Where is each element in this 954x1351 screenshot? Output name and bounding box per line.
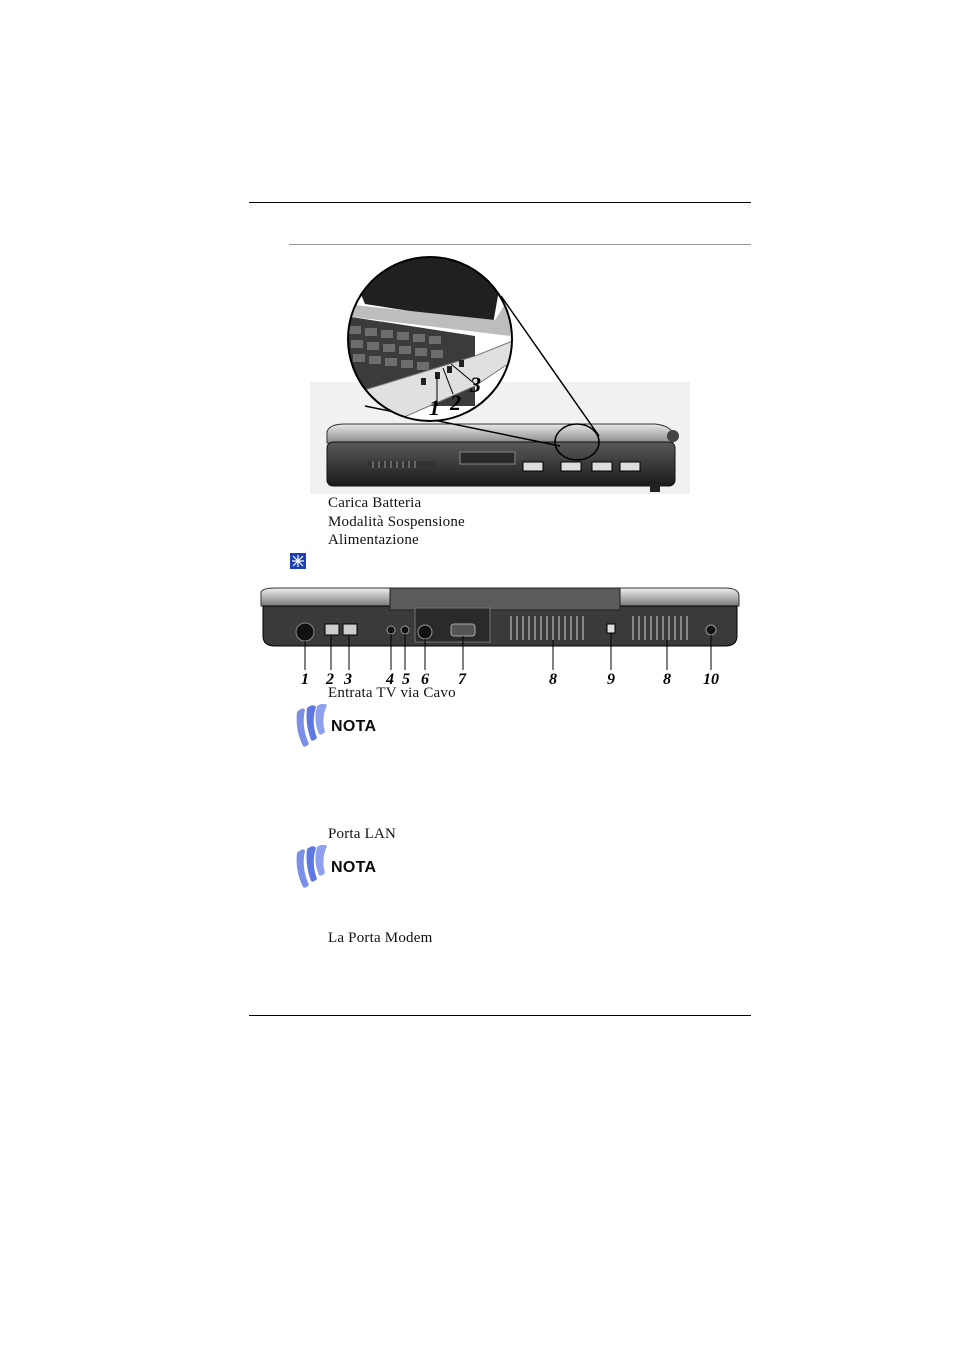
header-rule xyxy=(249,202,751,203)
indicator-battery: Carica Batteria xyxy=(328,495,422,511)
section-modem: La Porta Modem xyxy=(328,930,433,946)
indicator-suspend: Modalità Sospensione xyxy=(328,514,465,530)
rear-callout-7: 7 xyxy=(458,671,466,688)
rear-callout-8a: 8 xyxy=(549,671,557,688)
hint-icon xyxy=(290,553,306,569)
rear-callout-6: 6 xyxy=(421,671,429,688)
laptop-rear-illustration xyxy=(255,584,745,688)
side-view-figure xyxy=(305,256,695,496)
rear-callout-2: 2 xyxy=(326,671,334,688)
rear-callout-10: 10 xyxy=(703,671,719,688)
note-block-2 xyxy=(293,845,388,890)
rear-callout-8b: 8 xyxy=(663,671,671,688)
note-label-2: NOTA xyxy=(331,859,377,876)
indicator-power: Alimentazione xyxy=(328,532,419,548)
side-callout-2: 2 xyxy=(450,390,461,415)
rear-callout-5: 5 xyxy=(402,671,410,688)
rear-callout-3: 3 xyxy=(344,671,352,688)
section-rule xyxy=(289,244,751,245)
rear-callout-9: 9 xyxy=(607,671,615,688)
laptop-side-illustration xyxy=(305,256,695,496)
side-callout-3: 3 xyxy=(470,372,481,397)
rear-view-figure xyxy=(255,584,745,688)
note-block-1 xyxy=(293,704,388,749)
rear-callout-4: 4 xyxy=(386,671,394,688)
rear-callout-1: 1 xyxy=(301,671,309,688)
section-tv-in: Entrata TV via Cavo xyxy=(328,685,456,701)
note-icon xyxy=(293,845,333,891)
side-callout-1: 1 xyxy=(429,395,440,420)
note-icon xyxy=(293,704,333,750)
note-label-1: NOTA xyxy=(331,718,377,735)
footer-rule xyxy=(249,1015,751,1016)
section-lan: Porta LAN xyxy=(328,826,397,842)
